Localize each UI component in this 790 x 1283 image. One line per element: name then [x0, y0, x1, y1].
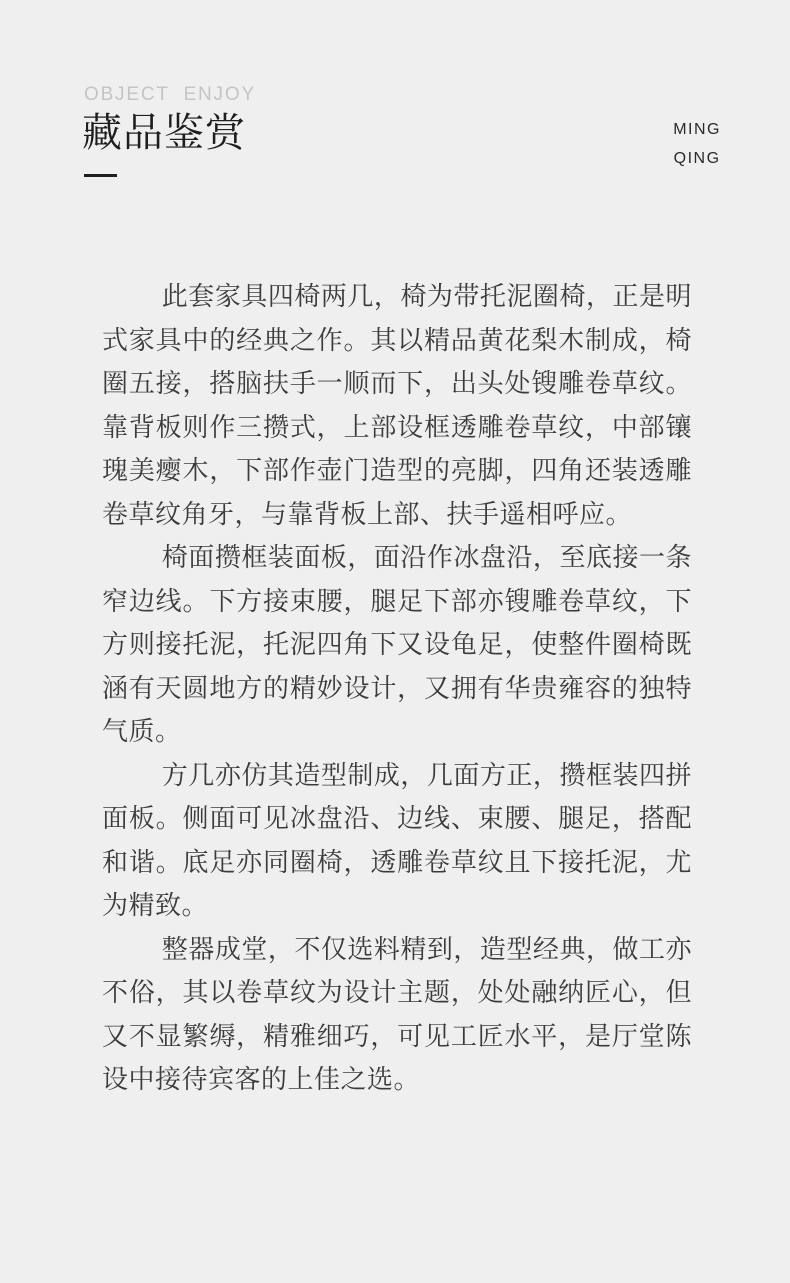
dynasty-mark-line2: QING	[673, 150, 721, 167]
page-title: 藏品鉴赏	[82, 110, 246, 156]
paragraph-chair-structure: 此套家具四椅两几，椅为带托泥圈椅，正是明式家具中的经典之作。其以精品黄花梨木制成，椅圈五接，搭脑扶手一顺而下，出头处锼雕卷草纹。靠背板则作三攒式，上部设框透雕卷草纹，中部镶瑰美瘿木，下部作壶门造型的亮脚，四角还装透雕卷草纹角牙，与靠背板上部、扶手遥相呼应。	[102, 282, 692, 530]
paragraph-summary: 整器成堂，不仅选料精到，造型经典，做工亦不俗，其以卷草纹为设计主题，处处融纳匠心，但又不显繁缛，精雅细巧，可见工匠水平，是厅堂陈设中接待宾客的上佳之选。	[102, 934, 692, 1095]
title-underline	[84, 174, 117, 177]
article-body	[102, 276, 692, 1103]
paragraph-table: 方几亦仿其造型制成，几面方正，攒框装四拼面板。侧面可见冰盘沿、边线、束腰、腿足，搭配和谐。底足亦同圈椅，透雕卷草纹且下接托泥，尤为精致。	[102, 760, 692, 921]
paragraph-chair-seat: 椅面攒框装面板，面沿作冰盘沿，至底接一条窄边线。下方接束腰，腿足下部亦锼雕卷草纹，下方则接托泥，托泥四角下又设龟足，使整件圈椅既涵有天圆地方的精妙设计，又拥有华贵雍容的独特气质。	[102, 543, 692, 747]
dynasty-mark	[673, 115, 721, 173]
section-eyebrow: OBJECT ENJOY	[84, 84, 256, 105]
dynasty-mark-line1: MING	[673, 121, 721, 138]
